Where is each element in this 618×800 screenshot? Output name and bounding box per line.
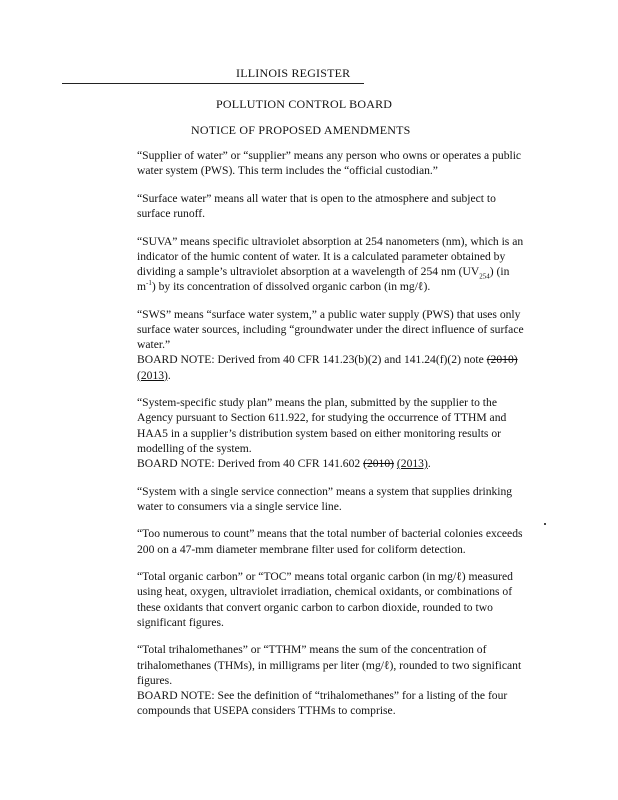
board-title: POLLUTION CONTROL BOARD	[216, 97, 393, 111]
text-line: “System with a single service connection” means a system that supplies drinking	[137, 484, 513, 498]
text-line: 200 on a 47-mm diameter membrane filter used for coliform detection.	[137, 542, 466, 556]
note-text: BOARD NOTE: Derived from 40 CFR 141.23(b)(2) and 141.24(f)(2) note	[137, 353, 487, 367]
text-line: surface runoff.	[137, 207, 206, 220]
text-segment: m	[137, 280, 147, 294]
definition-total-organic-carbon	[137, 569, 549, 630]
definition-single-service-connection	[137, 484, 549, 514]
text-line	[137, 279, 549, 294]
text-segment: ) (in	[489, 265, 510, 278]
text-line: using heat, oxygen, ultraviolet irradiation, chemical oxidants, or combinations of	[137, 585, 513, 599]
scan-speck	[544, 523, 546, 525]
definition-supplier-of-water	[137, 148, 549, 178]
superscript: -1	[146, 279, 152, 288]
text-line: “Surface water” means all water that is open to the atmosphere and subject to	[137, 191, 496, 205]
register-title: ILLINOIS REGISTER	[236, 66, 351, 80]
board-note-continued	[137, 368, 549, 383]
note-text: .	[167, 368, 171, 382]
board-note	[137, 352, 549, 367]
board-note: BOARD NOTE: See the definition of “trihalomethanes” for a listing of the four	[137, 689, 508, 703]
board-note	[137, 456, 549, 471]
text-line: surface water sources, including “groundwater under the direct influence of surface	[137, 323, 524, 336]
definitions-body	[137, 148, 549, 718]
inserted-text: (2013)	[396, 457, 428, 471]
definition-too-numerous-to-count	[137, 526, 549, 556]
deleted-text: (2010)	[363, 457, 394, 471]
text-line: “Too numerous to count” means that the total number of bacterial colonies exceeds	[137, 527, 523, 541]
text-line: HAA5 in a supplier’s distribution system based on either monitoring results or	[137, 426, 501, 440]
text-line: “SUVA” means specific ultraviolet absorption at 254 nanometers (nm), which is an	[137, 234, 524, 248]
definition-system-specific-study-plan	[137, 395, 549, 471]
definition-surface-water	[137, 191, 549, 221]
text-line: these oxidants that convert organic carbon to carbon dioxide, rounded to two	[137, 600, 493, 614]
text-line: trihalomethanes (THMs), in milligrams per liter (mg/ℓ), rounded to two significant	[137, 658, 522, 672]
header-rule	[62, 83, 364, 84]
text-segment: ) by its concentration of dissolved organic carbon (in mg/ℓ).	[151, 280, 431, 294]
note-text: .	[427, 457, 431, 471]
text-line: significant figures.	[137, 615, 224, 629]
definition-suva	[137, 234, 549, 295]
text-line: “Supplier of water” or “supplier” means any person who owns or operates a public	[137, 149, 522, 162]
definition-sws	[137, 307, 549, 383]
text-line: figures.	[137, 673, 173, 687]
text-line: “Total organic carbon” or “TOC” means total organic carbon (in mg/ℓ) measured	[137, 570, 513, 584]
inserted-text: (2013)	[137, 368, 168, 382]
deleted-text: (2010)	[486, 353, 518, 367]
text-line: “Total trihalomethanes” or “TTHM” means the sum of the concentration of	[137, 643, 487, 657]
board-note-continued: compounds that USEPA considers TTHMs to comprise.	[137, 704, 396, 718]
text-line: modelling of the system.	[137, 441, 252, 455]
notice-title: NOTICE OF PROPOSED AMENDMENTS	[191, 123, 411, 137]
text-line: Agency pursuant to Section 611.922, for studying the occurrence of TTHM and	[137, 411, 507, 425]
text-line: water.”	[137, 338, 171, 352]
text-line: “SWS” means “surface water system,” a public water supply (PWS) that uses only	[137, 307, 521, 321]
text-line	[137, 264, 549, 279]
note-text: BOARD NOTE: Derived from 40 CFR 141.602	[137, 457, 364, 471]
text-line: water system (PWS). This term includes the “official custodian.”	[137, 164, 438, 178]
definition-total-trihalomethanes	[137, 642, 549, 718]
text-line: “System-specific study plan” means the plan, submitted by the supplier to the	[137, 396, 497, 410]
text-line: indicator of the humic content of water. It is a calculated parameter obtained by	[137, 249, 506, 263]
subscript: 254	[479, 272, 490, 281]
text-segment: dividing a sample’s ultraviolet absorption at a wavelength of 254 nm (UV	[137, 265, 480, 278]
text-line: water to consumers via a single service line.	[137, 499, 342, 513]
